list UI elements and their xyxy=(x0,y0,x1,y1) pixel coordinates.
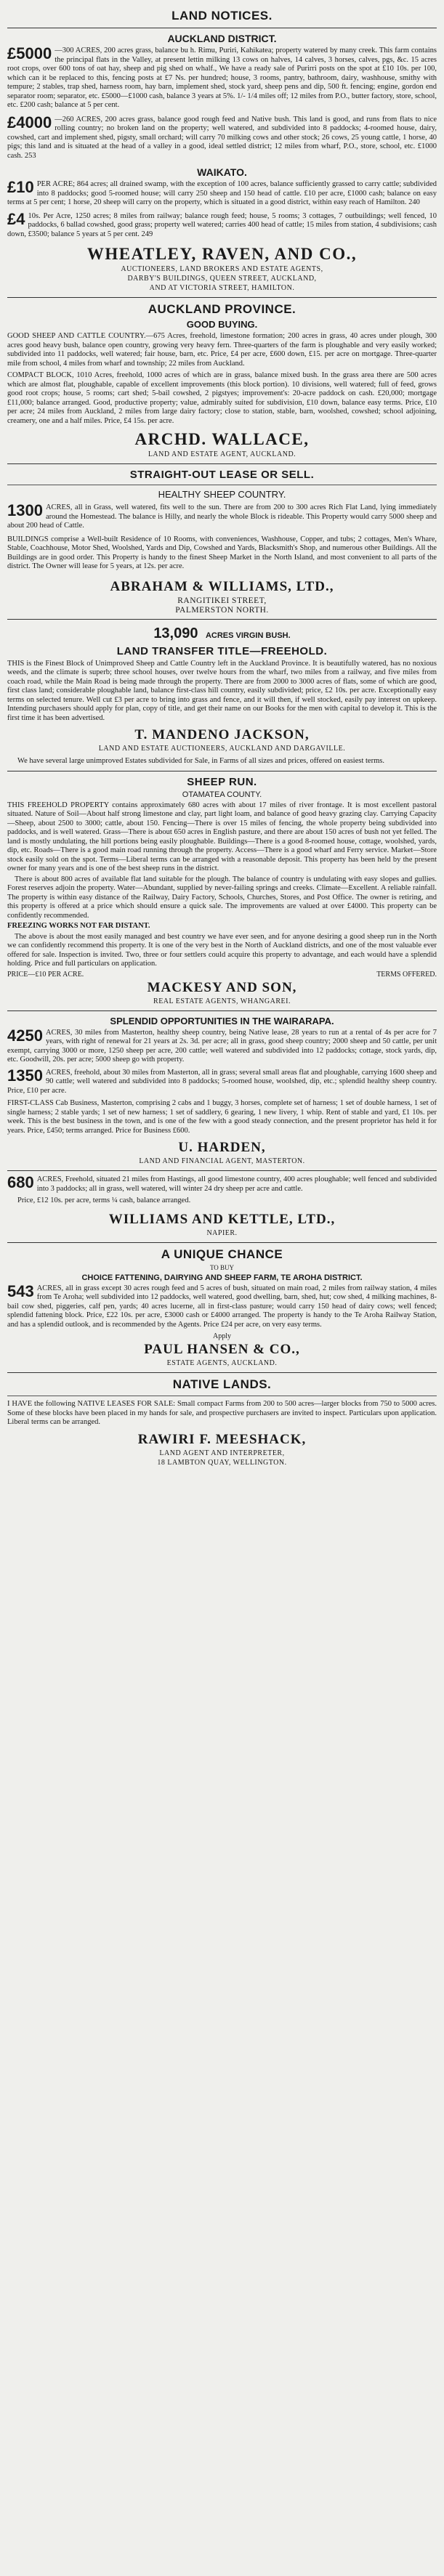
firm-address-line: ESTATE AGENTS, AUCKLAND. xyxy=(166,1359,278,1367)
ad-text: ACRES, all in grass except 30 acres rough feed and 5 acres of bush, situated on main road, 2 miles from railway station, 4 miles from Te Aroha; well subdivided into 12 paddocks, well watered, good dwelling, barn, shed, hut; cow shed, 4 milking machines, 8-bail cow shed, piggeries, calf pen, yards; 40 acres lucerne, all in first-class pasture; would carry 150 head of dairy cows; well fenced; splendid fattening block. Price, £22 10s. per acre, £3000 cash or £4000 arranged. The property is handy to the Te Aroha Railway Station, and has a splendid outlook, and is recommended by the Agents. Price £24 per acre, on very easy terms. xyxy=(7,1284,437,1329)
freezing-works: FREEZING WORKS NOT FAR DISTANT. xyxy=(7,922,150,930)
price-terms-row xyxy=(7,971,437,979)
firm-address-line: 18 LAMBTON QUAY, WELLINGTON. xyxy=(157,1458,287,1467)
section-heading-native-lands: NATIVE LANDS. xyxy=(172,1377,272,1391)
divider xyxy=(7,1010,437,1011)
firm-address-line: NAPIER. xyxy=(206,1228,238,1237)
ad-finest-block: THIS is the Finest Block of Unimproved Sheep and Cattle Country left in the Auckland Province. It is beautifully watered, has no noxious weeds, and the climate is superb; three school houses, over twelve hours from the wharf, two miles from a railway, and five miles from coach road, while the Main Road is being made through the property. There are from 2000 to 3000 acres of flats, some of which are good, first class land; considerable ploughable land, balance first-class hill country, easily subdivided; price, £2 10s. per acre. Exceptionally easy terms on selected tenure. Well cut £3 per acre to bring into grass and fence, and it will then, if well stocked, easily pay interest on upkeep. Intending purchasers should apply for plan, copy of title, and get their name on our Books for the men with capital to develop it. This is the first time it has been advertised. xyxy=(7,659,437,722)
ad-680-acres xyxy=(7,1175,437,1194)
section-heading-land-transfer: LAND TRANSFER TITLE—FREEHOLD. xyxy=(116,644,328,657)
firm-note: We have several large unimproved Estates subdivided for Sale, in Farms of all sizes and prices, offered on easiest terms. xyxy=(17,757,384,765)
newspaper-column xyxy=(7,6,437,2563)
firm-address-line: DARBY'S BUILDINGS, QUEEN STREET, AUCKLAND, xyxy=(127,275,317,283)
sub-heading-otamatea: OTAMATEA COUNTY. xyxy=(182,790,262,799)
section-heading-unique-chance: A UNIQUE CHANCE xyxy=(161,1247,283,1261)
ad-5000 xyxy=(7,46,437,110)
ad-1300-acres xyxy=(7,503,437,531)
ad-10-per-acre xyxy=(7,180,437,208)
divider xyxy=(7,619,437,620)
firm-name-meeshack: RAWIRI F. MEESHACK, xyxy=(137,1431,307,1447)
divider xyxy=(7,1372,437,1373)
divider xyxy=(7,463,437,464)
firm-name-wheatley-raven: WHEATLEY, RAVEN, AND CO., xyxy=(86,245,358,263)
section-heading-straight-out-lease: STRAIGHT-OUT LEASE OR SELL. xyxy=(129,469,315,481)
sub-heading-waikato: WAIKATO. xyxy=(197,166,247,178)
section-heading-land-notices: LAND NOTICES. xyxy=(171,9,273,23)
ad-text: ACRES, freehold, about 30 miles from Masterton, all in grass; several small areas flat and ploughable, carrying 1600 sheep and 90 cattle; well watered and subdivided into 8 paddocks; 5-roomed house, woolshed, dip, etc.; splendid healthy sheep country. Price, £10 per acre. xyxy=(7,1068,437,1095)
apply-label: Apply xyxy=(213,1332,231,1340)
firm-name-harden: U. HARDEN, xyxy=(178,1140,266,1155)
ad-price-lead: £4 xyxy=(7,209,25,228)
ad-price-lead: £5000 xyxy=(7,44,52,62)
firm-name-williams-kettle: WILLIAMS AND KETTLE, LTD., xyxy=(108,1211,336,1227)
section-heading-sheep-run: SHEEP RUN. xyxy=(187,775,257,788)
ad-buildings: BUILDINGS comprise a Well-built Residence of 10 Rooms, with conveniences, Washhouse, Copper, and tubs; 2 cottages, Men's Whare, Stable, Coachhouse, Motor Shed, Woolshed, Yards and Dip, Cowshed and Yards, Blacksmith's Shop, and numerous other Buildings. All the Buildings are in good order. This Property is handy to the finest Sheep Market in the North Island, and most convenient to all parts of the district. The Owner will lease for 5 years, at 12s. per acre. xyxy=(7,535,437,570)
firm-name-paul-hansen: PAUL HANSEN & CO., xyxy=(144,1342,300,1357)
ad-text: ACRES, Freehold, situated 21 miles from Hastings, all good limestone country, 400 acres ploughable; well fenced and subdivided into 3 paddocks; all in grass, well watered, will winter 24 dry sheep per acre and cattle. xyxy=(36,1175,437,1193)
firm-address-line: RANGITIKEI STREET, xyxy=(177,596,267,605)
price: PRICE—£10 PER ACRE. xyxy=(7,970,84,979)
ad-available-flat: There is about 800 acres of available flat land suitable for the plough. The balance of country is undulating with easy slopes and gullies. Forest reserves adjoin the property. Water—Abundant, supplied by never-failing springs and creeks. Climate—Excellent. A reliable rainfall. The property is within easy distance of the Railway, Dairy Factory, Schools, Churches, Stores, and Post Office. The owner is retiring, and this property is offered at a price which should ensure a quick sale. The improvements are valued at over £4000. This property can be confidently recommended. xyxy=(7,875,437,920)
ad-4-10s-per-acre xyxy=(7,209,437,240)
divider xyxy=(7,1242,437,1243)
ad-freehold-property: THIS FREEHOLD PROPERTY contains approximately 680 acres with about 17 miles of river frontage. It is most excellent pastoral situated. Nature of Soil—About half strong limestone and clay, part light loam, and balance of good heavy grazing clay. Carrying Capacity—Sheep, about 2500 to 3000; cattle, about 150. Fencing—There is over 15 miles of fencing, the whole property being subdivided into paddocks, and is well watered. Grass—There is about 650 acres in English pasture, and there are about 150 acres of bush not yet felled. The land is mostly undulating, the hill portions being easily ploughable. Buildings—There is a good 8-roomed house, cottage, woolshed, yards, dip, etc. Roads—There is a good main road running through the property. Access—There is a good wharf and Ferry service. Market—Store stock easily sold on the spot. Terms—Liberal terms can be arranged with a reasonable deposit. This property has been held by the present owner for many years and is one of the best sheep runs in the district. xyxy=(7,801,437,872)
ad-acres-lead: 680 xyxy=(7,1173,34,1191)
firm-name-abraham-williams: ABRAHAM & WILLIAMS, LTD., xyxy=(110,578,334,594)
firm-address-line: AUCTIONEERS, LAND BROKERS AND ESTATE AGENTS, xyxy=(121,265,323,273)
firm-address-line: LAND AND FINANCIAL AGENT, MASTERTON. xyxy=(139,1157,305,1165)
ad-cab-business: FIRST-CLASS Cab Business, Masterton, comprising 2 cabs and 1 buggy, 3 horses, complete set of harness; 1 set of double harness, 1 set of single harness; 2 stable yards; 1 set of new harness; 1 set of saddlery, 6 gearing, 1 new livery, 1 whip. Rent of stable and yard, £1 10s. per week. This is the best business in the town, and is one of the few with a good steady connection, and the present proprietor has held it for years. Price, £450; terms arranged. Price for Business £600. xyxy=(7,1099,437,1135)
section-heading-wairarapa: SPLENDID OPPORTUNITIES IN THE WAIRARAPA. xyxy=(110,1015,334,1026)
section-heading-auckland-province: AUCKLAND PROVINCE. xyxy=(148,302,296,316)
ad-price-line: Price, £12 10s. per acre, terms ¼ cash, balance arranged. xyxy=(17,1196,191,1204)
ad-4250-acres xyxy=(7,1026,437,1065)
ad-price-lead: £10 xyxy=(7,178,34,196)
firm-name-mackesy: MACKESY AND SON, xyxy=(147,979,297,995)
sub-heading-auckland-district: AUCKLAND DISTRICT. xyxy=(167,33,277,44)
divider xyxy=(7,297,437,298)
firm-name-archd-wallace: ARCHD. WALLACE, xyxy=(134,430,310,448)
firm-address-line: PALMERSTON NORTH. xyxy=(175,605,269,615)
ad-price-lead: £4000 xyxy=(7,113,52,131)
ad-acres-lead: 543 xyxy=(7,1281,34,1300)
ad-text: ACRES, all in Grass, well watered, fits well to the sun. There are from 200 to 300 acres Rich Flat Land, lying immediately around the Homestead. The balance is Hilly, and nearly the whole Block is rideable. This Property would carry 5000 sheep and about 200 head of Cattle. xyxy=(7,503,437,530)
ad-text: ACRES, 30 miles from Masterton, healthy sheep country, being Native lease, 28 years to run at a rental of 4s per acre for 7 years, with right of renewal for 21 years at 2s. 3d. per acre; all in grass, good sheep country; 2000 sheep and 50 cattle, per unit exempt, carrying 3000 or more, 1250 sheep per acre, 200 cattle; well watered and subdivided into 12 paddocks; cottage, stock yards, dip, etc. Goodwill, 20s. per acre; 5000 sheep go with property. xyxy=(7,1028,437,1064)
firm-address-line: LAND AND ESTATE AGENT, AUCKLAND. xyxy=(148,450,296,458)
firm-address-line: LAND AGENT AND INTERPRETER, xyxy=(159,1449,285,1457)
sub-heading-to-buy: TO BUY xyxy=(209,1263,235,1271)
ad-text: PER ACRE; 864 acres; all drained swamp, with the exception of 100 acres, balance sufficiently grassed to carry cattle; subdivided into 8 paddocks; good 5-roomed house; will carry 250 sheep and 150 head of cattle. £10 per acre, £1000 cash; balance on easy terms at 5 per cent; 1 horse, 20 sheep will carry on the property, which is situated in a good district, within easy reach of Hamilton. 240 xyxy=(7,180,437,206)
firm-address-line: REAL ESTATE AGENTS, WHANGAREI. xyxy=(153,997,291,1005)
ad-text: 10s. Per Acre, 1250 acres; 8 miles from railway; balance rough feed; house, 5 rooms; 3 cottages, 7 outbuildings; well fenced, 10 paddocks, 6 ballad cowshed, good grass; property well watered; carries 400 head of cattle; 15 miles from station, 4 subdivisions; cash down, £3500; balance 5 years at 5 per cent. 249 xyxy=(7,211,437,238)
ad-good-sheep-cattle: GOOD SHEEP AND CATTLE COUNTRY.—675 Acres, freehold, limestone formation; 200 acres in grass, 40 acres under plough, 300 acres good heavy bush, balance open country, growing very heavy fern. Three-quarters of the farm is ploughable and very easily worked; subdivided into 11 paddocks, well watered; fair house, barn, etc. Price, £4 per acre, £600 down, £15. per acre on mortgage. Three-quarter mile from school, 4 miles from wharf and township; 22 miles from Auckland. xyxy=(7,332,437,368)
ad-text: —260 ACRES, 200 acres grass, balance good rough feed and Native bush. This land is good, and runs from flats to nice rolling country; no broken land on the property; well watered, and subdivided into 8 paddocks; 4-roomed house, dairy, cowshed, cart and implement shed, pigsty, small orchard; will carry 70 milking cows and other stock; 26 cows, 25 young cattle, 1 horse, 40 pigs; this land and is situated at the head of a valley in a good, ideal settled district; 12 miles from wharf, P.O., store, school, etc. £1000 cash. 253 xyxy=(7,115,437,160)
terms: TERMS OFFERED. xyxy=(376,970,437,979)
acres-count: 13,090 xyxy=(153,625,198,641)
ad-acres-lead: 4250 xyxy=(7,1026,43,1045)
ad-4000 xyxy=(7,113,437,161)
ad-acres-lead: 1300 xyxy=(7,501,43,519)
ad-543-acres xyxy=(7,1281,437,1330)
virgin-bush-headline xyxy=(7,625,437,642)
ad-easily-managed: The above is about the most easily managed and best country we have ever seen, and for anyone desiring a good sheep run in the North we can confidently recommend this property. It is one of the very best in the North of Auckland districts, and one of the most valuable ever offered for sale. Inspection is invited. Two, three or four settlers could acquire this property to advantage, and each would have a splendid holding. Price and full particulars on application. xyxy=(7,932,437,968)
divider xyxy=(7,1170,437,1171)
sub-heading-te-aroha: CHOICE FATTENING, DAIRYING AND SHEEP FARM, TE AROHA DISTRICT. xyxy=(81,1273,363,1282)
ad-native-leases: I HAVE the following NATIVE LEASES FOR SALE: Small compact Farms from 200 to 500 acres—larger blocks from 750 to 5000 acres. Some of these blocks have been placed in my hands for sale, and prospective purchasers are invited to inspect. Particulars upon application. Liberal terms can be arranged. xyxy=(7,1400,437,1426)
ad-compact-block: COMPACT BLOCK, 1010 Acres, freehold, 1000 acres of which are in grass, balance mixed bush. In the grass area there are 500 acres which are almost flat, ploughable, capable of excellent improvements (this block portion). 10 divisions, well watered; full of feed, grows good root crops; house, 5 rooms; cart shed; 5-bail cowshed, 2 pigstyes; improvement's: 20-acre paddock on cash. £20,000; mortgage £11,000; balance arranged. Good, productive property; value, admirably suited for subdivision, £10 down, balance easy terms. Price, £10 per acre; 24 miles from Auckland, 2 miles from large dairy factory; close to station, stable, barn, woolshed, cowshed; school adjoining, creamery, one and a half miles. Price, £4 15s. per acre. xyxy=(7,371,437,425)
ad-text: —300 ACRES, 200 acres grass, balance bu h. Rimu, Puriri, Kahikatea; property watered by many creek. This farm contains the principal flats in the Valley, at present lettin milking 13 cows on halves, 14 calves, 3 horses, calves, pgs, &c. 15 acres root crops, over 600 tons of oat hay, sheep and pig shed on whalf., We have a ready sale of Purirri posts on the spot at £10 10s. per 100, which can it be replaced to this, fencing posts at £7 Ns. per hundred; house, 3 rooms, pantry, bathroom, dairy, washhouse, smithy with tempure; 2 stables, trap shed, harness room, hay barn, implement shed, stock yard, sheep pens and dip, 500 ft. fencing; engine, gordon end separator room; separator, etc. £5000—£1000 cash, balance 3 years at 5%. 1/- 1/4 miles off; 12 miles from P.O., butter factory, store, school, etc. £200 cash; balance at 5 per cent. xyxy=(7,46,437,109)
acres-caption: ACRES VIRGIN BUSH. xyxy=(205,631,291,640)
sub-heading-healthy-sheep: HEALTHY SHEEP COUNTRY. xyxy=(158,489,286,500)
firm-name-mandeno-jackson: T. MANDENO JACKSON, xyxy=(134,727,310,742)
ad-1350-acres xyxy=(7,1066,437,1096)
sub-heading-good-buying: GOOD BUYING. xyxy=(186,319,258,330)
firm-address-line: LAND AND ESTATE AUCTIONEERS, AUCKLAND AND DARGAVILLE. xyxy=(98,745,346,753)
firm-address-line: AND AT VICTORIA STREET, HAMILTON. xyxy=(149,284,295,292)
ad-acres-lead: 1350 xyxy=(7,1066,43,1085)
